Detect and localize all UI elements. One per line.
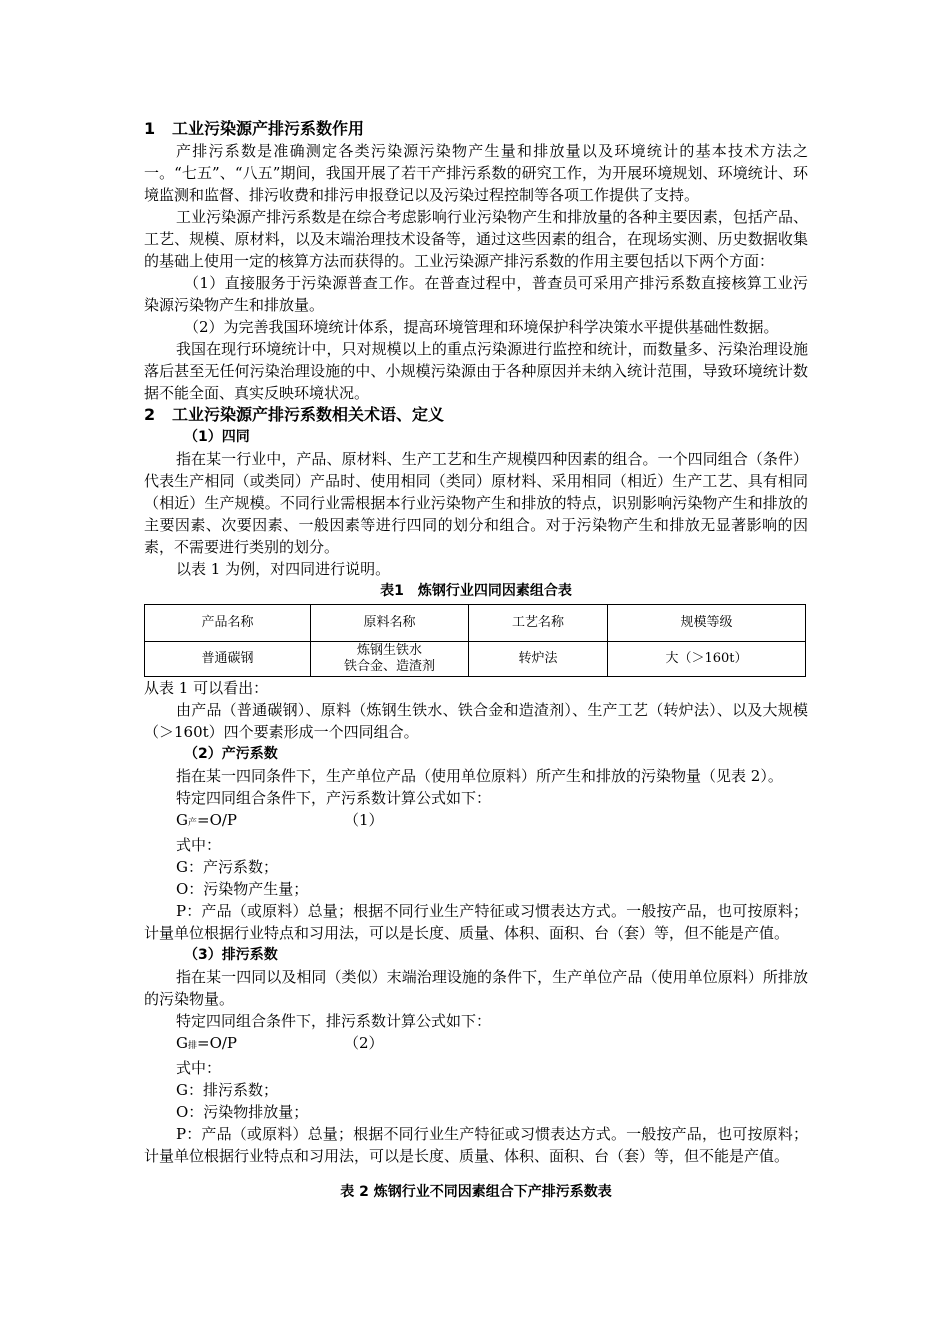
- table-cell-product: 普通碳钢: [145, 642, 311, 677]
- paragraph: 式中：: [176, 1059, 222, 1077]
- paragraph: 式中：: [176, 836, 222, 854]
- list-item: （1）直接服务于污染源普查工作。在普查过程中，普查员可采用产排污系数直接核算工业污染源污染物产生和排放量。: [144, 274, 808, 314]
- table-2-caption: 表 2 炼钢行业不同因素组合下产排污系数表: [340, 1184, 612, 1200]
- formula-2: [144, 1032, 808, 1057]
- paragraph: 指在某一行业中，产品、原材料、生产工艺和生产规模四种因素的组合。一个四同组合（条件）代表生产相同（或类同）产品时、使用相同（类同）原材料、采用相同（相近）生产工艺、具有相同（相近）生产规模。不同行业需根据本行业污染物产生和排放的特点，识别影响污染物产生和排放的主要因素、次要因素、一般因素等进行四同的划分和组合。对于污染物产生和排放无显著影响的因素，不需要进行类别的划分。: [144, 450, 808, 556]
- section-1-number: 1: [144, 119, 156, 138]
- formula-subscript: 排: [187, 1041, 197, 1051]
- material-line: 炼钢生铁水: [356, 643, 422, 658]
- paragraph: 以表 1 为例，对四同进行说明。: [176, 560, 391, 578]
- table-row: [145, 642, 806, 677]
- section-2-heading: [144, 404, 808, 426]
- table-header-row: [145, 605, 806, 642]
- paragraph: 指在某一四同以及相同（类似）末端治理设施的条件下，生产单位产品（使用单位原料）所排放的污染物量。: [144, 968, 808, 1008]
- paragraph: 由产品（普通碳钢）、原料（炼钢生铁水、铁合金和造渣剂）、生产工艺（转炉法）、以及大规模（＞160t）四个要素形成一个四同组合。: [144, 701, 808, 741]
- subsection-heading: （3）排污系数: [184, 947, 278, 963]
- definition-item: O：污染物排放量；: [176, 1103, 309, 1121]
- table-cell-process: 转炉法: [469, 642, 608, 677]
- table-header-cell: 规模等级: [608, 605, 806, 642]
- formula-expression: =O/P: [197, 811, 238, 829]
- table-cell-scale: 大（＞160t）: [608, 642, 806, 677]
- paragraph: 指在某一四同条件下，生产单位产品（使用单位原料）所产生和排放的污染物量（见表 2）。: [176, 767, 783, 785]
- definition-item: O：污染物产生量；: [176, 880, 309, 898]
- table-1: [144, 604, 806, 677]
- table-1-caption: 表1 炼钢行业四同因素组合表: [380, 583, 572, 599]
- paragraph: 特定四同组合条件下，排污系数计算公式如下：: [176, 1012, 492, 1030]
- paragraph: 我国在现行环境统计中，只对规模以上的重点污染源进行监控和统计，而数量多、污染治理设施落后甚至无任何污染治理设施的中、小规模污染源由于各种原因并未纳入统计范围，导致环境统计数据不能全面、真实反映环境状况。: [144, 340, 808, 402]
- formula-number: （1）: [344, 811, 384, 829]
- definition-item: G：排污系数；: [176, 1081, 278, 1099]
- section-1-title: 工业污染源产排污系数作用: [172, 119, 365, 138]
- formula-1: [144, 809, 808, 834]
- material-line: 铁合金、造渣剂: [343, 659, 435, 674]
- table-cell-material: [311, 642, 469, 677]
- formula-symbol: G: [176, 1034, 188, 1052]
- paragraph: 从表 1 可以看出：: [144, 679, 269, 697]
- section-1-heading: [144, 118, 808, 140]
- table-header-cell: 工艺名称: [469, 605, 608, 642]
- formula-expression: =O/P: [197, 1034, 238, 1052]
- paragraph: 工业污染源产排污系数是在综合考虑影响行业污染物产生和排放量的各种主要因素，包括产品、工艺、规模、原材料，以及末端治理技术设备等，通过这些因素的组合，在现场实测、历史数据收集的基础上使用一定的核算方法而获得的。工业污染源产排污系数的作用主要包括以下两个方面：: [144, 208, 808, 270]
- list-item: （2）为完善我国环境统计体系，提高环境管理和环境保护科学决策水平提供基础性数据。: [184, 318, 779, 336]
- paragraph: 特定四同组合条件下，产污系数计算公式如下：: [176, 789, 492, 807]
- subsection-heading: （1）四同: [184, 429, 250, 445]
- document-body: [144, 118, 808, 1203]
- formula-symbol: G: [176, 811, 188, 829]
- table-header-cell: 原料名称: [311, 605, 469, 642]
- definition-item: P：产品（或原料）总量；根据不同行业生产特征或习惯表达方式。一般按产品，也可按原料；计量单位根据行业特点和习用法，可以是长度、质量、体积、面积、台（套）等，但不能是产值。: [144, 902, 808, 942]
- formula-number: （2）: [344, 1034, 384, 1052]
- table-header-cell: 产品名称: [145, 605, 311, 642]
- formula-subscript: 产: [187, 818, 197, 828]
- subsection-heading: （2）产污系数: [184, 746, 278, 762]
- definition-item: P：产品（或原料）总量；根据不同行业生产特征或习惯表达方式。一般按产品，也可按原料；计量单位根据行业特点和习用法，可以是长度、质量、体积、面积、台（套）等，但不能是产值。: [144, 1125, 808, 1165]
- section-2-title: 工业污染源产排污系数相关术语、定义: [172, 405, 445, 424]
- section-2-number: 2: [144, 405, 156, 424]
- paragraph: 产排污系数是准确测定各类污染源污染物产生量和排放量以及环境统计的基本技术方法之一。“七五”、“八五”期间，我国开展了若干产排污系数的研究工作，为开展环境规划、环境统计、环境监测和监督、排污收费和排污申报登记以及污染过程控制等各项工作提供了支持。: [144, 142, 808, 204]
- definition-item: G：产污系数；: [176, 858, 278, 876]
